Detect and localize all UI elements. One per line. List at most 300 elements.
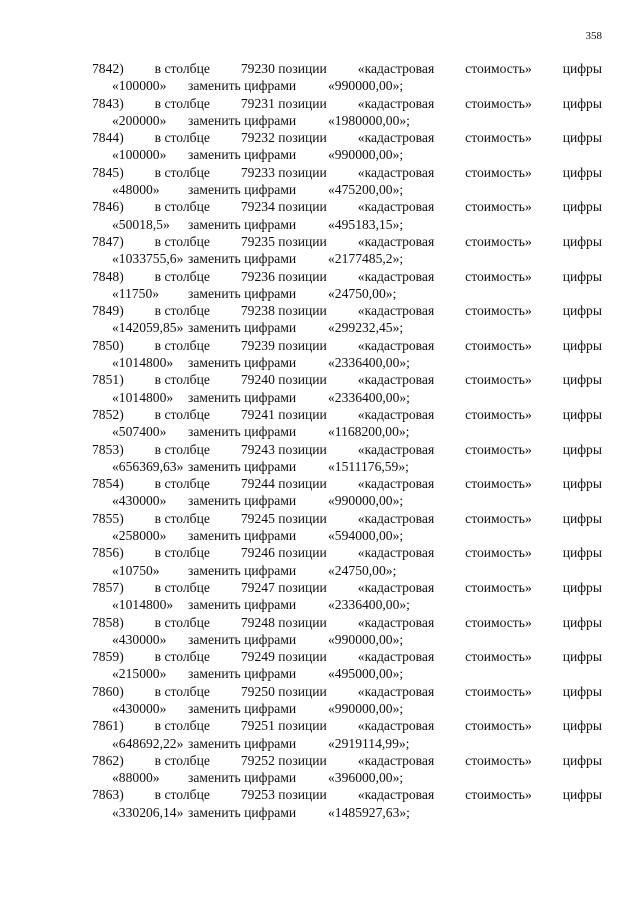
column-phrase: в столбце (154, 718, 210, 734)
old-value: «430000» (112, 493, 167, 509)
entry-number: 7859) (92, 649, 124, 665)
amendment-entry (92, 406, 602, 441)
field-name-part-2: стоимость» (465, 303, 532, 319)
field-name-part-2: стоимость» (465, 337, 532, 353)
position-number: 79239 (240, 337, 275, 353)
field-name-part-1: «кадастровая (357, 268, 435, 284)
column-phrase: в столбце (154, 164, 210, 180)
position-word: позиции (278, 268, 327, 284)
entry-number: 7862) (92, 752, 124, 768)
position-word: позиции (278, 545, 327, 561)
entry-number: 7842) (92, 61, 124, 76)
old-value: «88000» (112, 770, 160, 786)
old-value: «1014800» (112, 389, 174, 405)
new-value: «1168200,00»; (328, 424, 410, 440)
replace-phrase: заменить цифрами (188, 424, 297, 440)
new-value: «1980000,00»; (328, 112, 410, 128)
column-phrase: в столбце (154, 406, 210, 422)
new-value: «1485927,63»; (328, 804, 410, 820)
position-phrase (241, 60, 327, 77)
position-word: позиции (278, 95, 327, 111)
field-name-part-1: «кадастровая (357, 579, 435, 595)
position-phrase (241, 544, 327, 561)
position-phrase (241, 371, 327, 388)
entry-number: 7857) (92, 579, 124, 595)
amendment-line-2 (92, 458, 602, 475)
replace-phrase: заменить цифрами (188, 700, 297, 716)
amendment-line-1 (92, 683, 602, 700)
amendment-line-2 (92, 596, 602, 613)
amendment-line-2 (92, 492, 602, 509)
old-value: «507400» (112, 424, 167, 440)
amendment-line-2 (92, 631, 602, 648)
position-word: позиции (278, 614, 327, 630)
new-value: «990000,00»; (328, 147, 404, 163)
field-name-part-1: «кадастровая (357, 233, 435, 249)
field-name-part-1: «кадастровая (357, 164, 435, 180)
amendment-list (92, 60, 602, 821)
amendment-line-1 (92, 614, 602, 631)
field-name-part-1: «кадастровая (357, 545, 435, 561)
entry-number: 7849) (92, 303, 124, 319)
position-phrase (241, 475, 327, 492)
new-value: «2919114,99»; (328, 735, 410, 751)
new-value: «299232,45»; (328, 320, 404, 336)
position-number: 79249 (240, 649, 275, 665)
position-number: 79248 (240, 614, 275, 630)
position-word: позиции (278, 649, 327, 665)
field-name-part-1: «кадастровая (357, 752, 435, 768)
replace-phrase: заменить цифрами (188, 666, 297, 682)
column-phrase: в столбце (154, 268, 210, 284)
amendment-entry (92, 614, 602, 649)
old-value: «48000» (112, 182, 160, 198)
position-word: позиции (278, 130, 327, 146)
replace-phrase: заменить цифрами (188, 78, 297, 94)
old-value: «142059,85» (112, 320, 184, 336)
digits-word: цифры (562, 718, 602, 734)
field-name-part-2: стоимость» (465, 268, 532, 284)
amendment-line-2 (92, 319, 602, 336)
field-name-part-1: «кадастровая (357, 337, 435, 353)
amendment-line-1 (92, 441, 602, 458)
position-number: 79236 (240, 268, 275, 284)
entry-number: 7846) (92, 199, 124, 215)
digits-word: цифры (562, 337, 602, 353)
field-name-part-2: стоимость» (465, 95, 532, 111)
column-phrase: в столбце (154, 372, 210, 388)
amendment-line-1 (92, 579, 602, 596)
position-phrase (241, 683, 327, 700)
position-phrase (241, 302, 327, 319)
amendment-entry (92, 95, 602, 130)
amendment-line-2 (92, 423, 602, 440)
amendment-line-2 (92, 354, 602, 371)
field-name-part-2: стоимость» (465, 476, 532, 492)
amendment-line-2 (92, 250, 602, 267)
position-phrase (241, 233, 327, 250)
amendment-line-1 (92, 337, 602, 354)
entry-number: 7858) (92, 614, 124, 630)
position-number: 79232 (240, 130, 275, 146)
amendment-entry (92, 302, 602, 337)
amendment-entry (92, 648, 602, 683)
entry-number: 7861) (92, 718, 124, 734)
entry-number: 7855) (92, 510, 124, 526)
amendment-line-2 (92, 735, 602, 752)
new-value: «24750,00»; (328, 285, 397, 301)
field-name-part-2: стоимость» (465, 441, 532, 457)
position-phrase (241, 198, 327, 215)
position-phrase (241, 648, 327, 665)
digits-word: цифры (562, 545, 602, 561)
old-value: «656369,63» (112, 458, 184, 474)
amendment-line-1 (92, 233, 602, 250)
replace-phrase: заменить цифрами (188, 528, 297, 544)
replace-phrase: заменить цифрами (188, 493, 297, 509)
position-word: позиции (278, 787, 327, 803)
digits-word: цифры (562, 683, 602, 699)
position-word: позиции (278, 579, 327, 595)
amendment-entry (92, 198, 602, 233)
field-name-part-1: «кадастровая (357, 683, 435, 699)
amendment-entry (92, 441, 602, 476)
position-phrase (241, 406, 327, 423)
amendment-entry (92, 60, 602, 95)
replace-phrase: заменить цифрами (188, 597, 297, 613)
amendment-entry (92, 579, 602, 614)
position-phrase (241, 752, 327, 769)
field-name-part-2: стоимость» (465, 579, 532, 595)
replace-phrase: заменить цифрами (188, 285, 297, 301)
position-number: 79231 (240, 95, 275, 111)
position-phrase (241, 510, 327, 527)
amendment-entry (92, 717, 602, 752)
digits-word: цифры (562, 579, 602, 595)
new-value: «475200,00»; (328, 182, 404, 198)
old-value: «430000» (112, 700, 167, 716)
position-number: 79251 (240, 718, 275, 734)
entry-number: 7843) (92, 95, 124, 111)
position-number: 79250 (240, 683, 275, 699)
position-word: позиции (278, 683, 327, 699)
amendment-line-1 (92, 510, 602, 527)
amendment-line-1 (92, 268, 602, 285)
replace-phrase: заменить цифрами (188, 770, 297, 786)
old-value: «430000» (112, 631, 167, 647)
amendment-entry (92, 475, 602, 510)
new-value: «24750,00»; (328, 562, 397, 578)
position-number: 79243 (240, 441, 275, 457)
entry-number: 7850) (92, 337, 124, 353)
position-word: позиции (278, 441, 327, 457)
new-value: «2177485,2»; (328, 251, 404, 267)
field-name-part-2: стоимость» (465, 752, 532, 768)
position-number: 79238 (240, 303, 275, 319)
field-name-part-2: стоимость» (465, 614, 532, 630)
position-word: позиции (278, 199, 327, 215)
amendment-entry (92, 371, 602, 406)
entry-number: 7856) (92, 545, 124, 561)
field-name-part-2: стоимость» (465, 683, 532, 699)
new-value: «495000,00»; (328, 666, 404, 682)
amendment-line-1 (92, 164, 602, 181)
amendment-entry (92, 268, 602, 303)
column-phrase: в столбце (154, 95, 210, 111)
position-word: позиции (278, 718, 327, 734)
amendment-line-1 (92, 95, 602, 112)
new-value: «2336400,00»; (328, 355, 410, 371)
position-phrase (241, 95, 327, 112)
page-number: 358 (585, 30, 602, 42)
position-number: 79253 (240, 787, 275, 803)
replace-phrase: заменить цифрами (188, 251, 297, 267)
digits-word: цифры (562, 441, 602, 457)
replace-phrase: заменить цифрами (188, 216, 297, 232)
field-name-part-2: стоимость» (465, 649, 532, 665)
new-value: «2336400,00»; (328, 389, 410, 405)
field-name-part-2: стоимость» (465, 406, 532, 422)
column-phrase: в столбце (154, 614, 210, 630)
position-phrase (241, 129, 327, 146)
position-number: 79235 (240, 233, 275, 249)
replace-phrase: заменить цифрами (188, 735, 297, 751)
position-number: 79234 (240, 199, 275, 215)
field-name-part-1: «кадастровая (357, 476, 435, 492)
digits-word: цифры (562, 199, 602, 215)
position-phrase (241, 268, 327, 285)
field-name-part-1: «кадастровая (357, 787, 435, 803)
field-name-part-1: «кадастровая (357, 303, 435, 319)
digits-word: цифры (562, 510, 602, 526)
digits-word: цифры (562, 268, 602, 284)
old-value: «1014800» (112, 597, 174, 613)
digits-word: цифры (562, 303, 602, 319)
column-phrase: в столбце (154, 130, 210, 146)
amendment-line-2 (92, 112, 602, 129)
column-phrase: в столбце (154, 303, 210, 319)
field-name-part-1: «кадастровая (357, 649, 435, 665)
position-number: 79244 (240, 476, 275, 492)
digits-word: цифры (562, 372, 602, 388)
position-word: позиции (278, 372, 327, 388)
field-name-part-1: «кадастровая (357, 199, 435, 215)
amendment-line-1 (92, 717, 602, 734)
column-phrase: в столбце (154, 199, 210, 215)
amendment-line-2 (92, 181, 602, 198)
old-value: «100000» (112, 147, 167, 163)
amendment-line-2 (92, 77, 602, 94)
field-name-part-1: «кадастровая (357, 130, 435, 146)
column-phrase: в столбце (154, 545, 210, 561)
column-phrase: в столбце (154, 476, 210, 492)
old-value: «1014800» (112, 355, 174, 371)
replace-phrase: заменить цифрами (188, 147, 297, 163)
amendment-line-2 (92, 146, 602, 163)
new-value: «990000,00»; (328, 631, 404, 647)
new-value: «594000,00»; (328, 528, 404, 544)
old-value: «215000» (112, 666, 167, 682)
position-word: позиции (278, 164, 327, 180)
amendment-line-1 (92, 371, 602, 388)
position-phrase (241, 614, 327, 631)
digits-word: цифры (562, 61, 602, 76)
entry-number: 7852) (92, 406, 124, 422)
digits-word: цифры (562, 649, 602, 665)
field-name-part-2: стоимость» (465, 372, 532, 388)
digits-word: цифры (562, 95, 602, 111)
digits-word: цифры (562, 614, 602, 630)
position-number: 79241 (240, 406, 275, 422)
amendment-entry (92, 337, 602, 372)
replace-phrase: заменить цифрами (188, 182, 297, 198)
position-number: 79233 (240, 164, 275, 180)
new-value: «495183,15»; (328, 216, 404, 232)
position-word: позиции (278, 233, 327, 249)
old-value: «100000» (112, 78, 167, 94)
old-value: «258000» (112, 528, 167, 544)
field-name-part-2: стоимость» (465, 545, 532, 561)
position-number: 79246 (240, 545, 275, 561)
replace-phrase: заменить цифрами (188, 458, 297, 474)
new-value: «990000,00»; (328, 78, 404, 94)
amendment-line-2 (92, 562, 602, 579)
amendment-line-1 (92, 129, 602, 146)
column-phrase: в столбце (154, 337, 210, 353)
position-phrase (241, 579, 327, 596)
field-name-part-2: стоимость» (465, 787, 532, 803)
position-word: позиции (278, 476, 327, 492)
new-value: «990000,00»; (328, 493, 404, 509)
amendment-line-2 (92, 769, 602, 786)
replace-phrase: заменить цифрами (188, 112, 297, 128)
amendment-entry (92, 164, 602, 199)
position-word: позиции (278, 61, 327, 76)
amendment-line-2 (92, 804, 602, 821)
digits-word: цифры (562, 406, 602, 422)
old-value: «200000» (112, 112, 167, 128)
amendment-line-2 (92, 700, 602, 717)
new-value: «990000,00»; (328, 700, 404, 716)
replace-phrase: заменить цифрами (188, 389, 297, 405)
position-word: позиции (278, 337, 327, 353)
amendment-entry (92, 510, 602, 545)
amendment-line-2 (92, 285, 602, 302)
amendment-line-1 (92, 648, 602, 665)
digits-word: цифры (562, 787, 602, 803)
column-phrase: в столбце (154, 752, 210, 768)
position-phrase (241, 717, 327, 734)
amendment-line-1 (92, 302, 602, 319)
old-value: «10750» (112, 562, 160, 578)
field-name-part-1: «кадастровая (357, 372, 435, 388)
position-word: позиции (278, 510, 327, 526)
position-word: позиции (278, 303, 327, 319)
replace-phrase: заменить цифрами (188, 355, 297, 371)
column-phrase: в столбце (154, 683, 210, 699)
amendment-line-1 (92, 406, 602, 423)
amendment-line-2 (92, 665, 602, 682)
field-name-part-2: стоимость» (465, 510, 532, 526)
position-phrase (241, 786, 327, 803)
field-name-part-2: стоимость» (465, 130, 532, 146)
amendment-line-2 (92, 216, 602, 233)
old-value: «648692,22» (112, 735, 184, 751)
field-name-part-1: «кадастровая (357, 95, 435, 111)
amendment-line-2 (92, 389, 602, 406)
position-number: 79230 (240, 61, 275, 76)
amendment-entry (92, 233, 602, 268)
position-word: позиции (278, 752, 327, 768)
field-name-part-2: стоимость» (465, 61, 532, 76)
position-number: 79247 (240, 579, 275, 595)
entry-number: 7854) (92, 476, 124, 492)
digits-word: цифры (562, 476, 602, 492)
position-phrase (241, 337, 327, 354)
amendment-entry (92, 544, 602, 579)
entry-number: 7845) (92, 164, 124, 180)
digits-word: цифры (562, 752, 602, 768)
replace-phrase: заменить цифрами (188, 562, 297, 578)
digits-word: цифры (562, 233, 602, 249)
amendment-line-1 (92, 752, 602, 769)
digits-word: цифры (562, 130, 602, 146)
new-value: «2336400,00»; (328, 597, 410, 613)
digits-word: цифры (562, 164, 602, 180)
new-value: «396000,00»; (328, 770, 404, 786)
field-name-part-1: «кадастровая (357, 614, 435, 630)
amendment-entry (92, 752, 602, 787)
amendment-line-1 (92, 544, 602, 561)
field-name-part-2: стоимость» (465, 233, 532, 249)
position-phrase (241, 441, 327, 458)
field-name-part-1: «кадастровая (357, 718, 435, 734)
amendment-entry (92, 683, 602, 718)
position-word: позиции (278, 406, 327, 422)
field-name-part-1: «кадастровая (357, 61, 435, 76)
position-phrase (241, 164, 327, 181)
field-name-part-2: стоимость» (465, 718, 532, 734)
amendment-entry (92, 786, 602, 821)
old-value: «11750» (112, 285, 160, 301)
replace-phrase: заменить цифрами (188, 631, 297, 647)
amendment-line-1 (92, 475, 602, 492)
amendment-line-1 (92, 786, 602, 803)
entry-number: 7853) (92, 441, 124, 457)
position-number: 79252 (240, 752, 275, 768)
old-value: «330206,14» (112, 804, 184, 820)
column-phrase: в столбце (154, 787, 210, 803)
field-name-part-1: «кадастровая (357, 510, 435, 526)
entry-number: 7860) (92, 683, 124, 699)
column-phrase: в столбце (154, 510, 210, 526)
amendment-entry (92, 129, 602, 164)
entry-number: 7848) (92, 268, 124, 284)
entry-number: 7847) (92, 233, 124, 249)
column-phrase: в столбце (154, 579, 210, 595)
amendment-line-2 (92, 527, 602, 544)
position-number: 79240 (240, 372, 275, 388)
entry-number: 7851) (92, 372, 124, 388)
field-name-part-2: стоимость» (465, 164, 532, 180)
old-value: «1033755,6» (112, 251, 184, 267)
position-number: 79245 (240, 510, 275, 526)
new-value: «1511176,59»; (328, 458, 409, 474)
column-phrase: в столбце (154, 441, 210, 457)
replace-phrase: заменить цифрами (188, 804, 297, 820)
field-name-part-2: стоимость» (465, 199, 532, 215)
column-phrase: в столбце (154, 649, 210, 665)
